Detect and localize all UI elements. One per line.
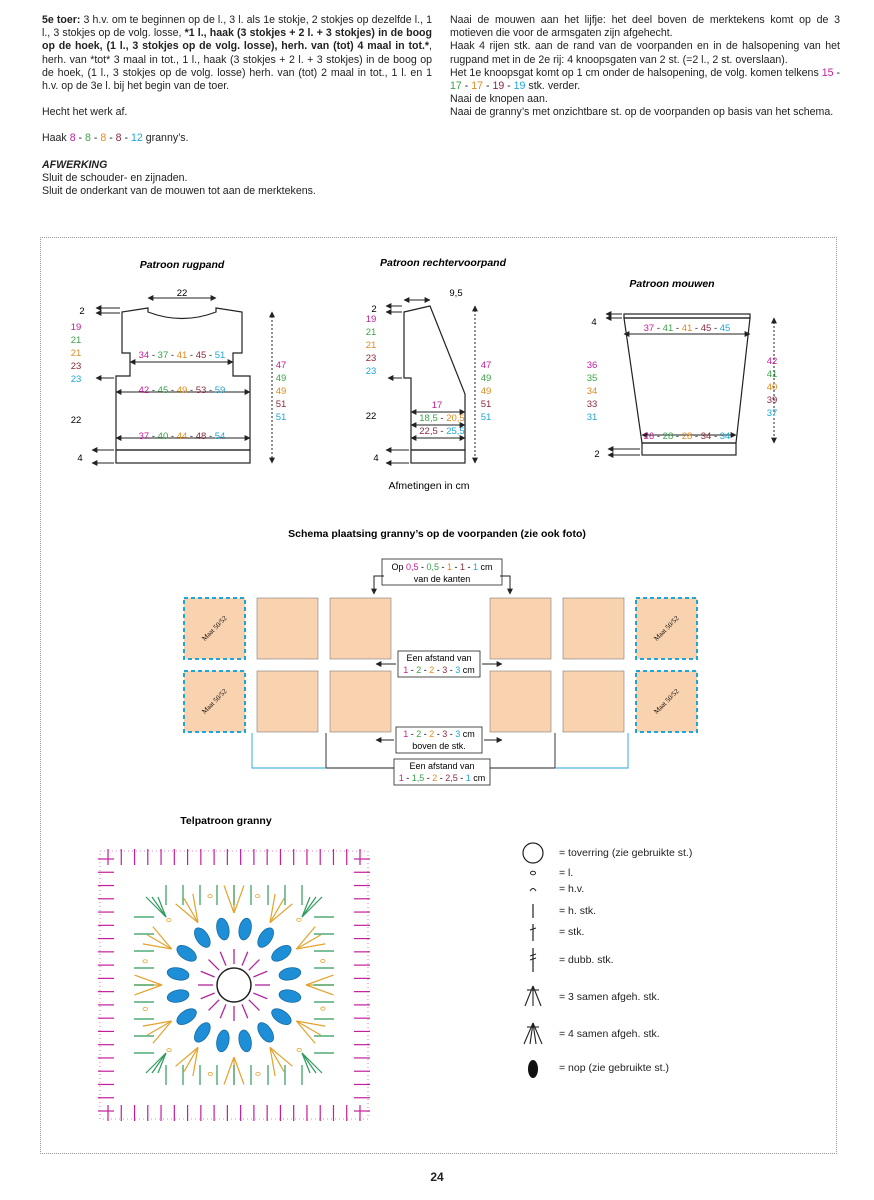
bobble [278,988,302,1004]
double-crochet-icon [530,924,536,941]
waist-sizes [139,385,226,396]
size-value: 53 [195,385,207,396]
bobble [269,1006,294,1028]
legend-item [555,1024,855,1044]
size-value: 45 [719,323,731,334]
length-sizes [276,360,287,423]
sleeve-top-sizes [644,323,731,334]
size-value: 15 [821,66,834,79]
size-value: 41 [681,323,693,334]
width-value: 18,5 [419,413,438,424]
measurements-note: Afmetingen in cm [388,480,470,492]
armhole-sizes [71,322,82,385]
grannys-paragraph: Naai de granny’s met onzichtbare st. op de voorpanden op basis van het schema. [450,106,834,119]
size-value: 21 [70,335,82,346]
chain [297,918,301,921]
bobble [166,988,190,1004]
finishing-line-2: Sluit de onderkant van de mouwen tot aan de merktekens. [42,185,316,198]
round5-text-1: 3 h.v. om te beginnen op de l., 3 l. als 1e stokje, 2 stokjes op dezelfde l., 1 l., 3 stokjes op de volg. losse, [42,14,432,40]
treble-icon [530,948,536,972]
size-label: Maat 50/52 [652,687,681,716]
size-row: 42 - 45 - 49 - 53 - 59 [138,385,226,396]
scheme-title: Schema plaatsing granny’s op de voorpanden (zie ook foto) [288,528,586,540]
legend-item [555,1058,855,1078]
chart-title: Telpatroon granny [180,815,272,827]
finishing-line-1: Sluit de schouder- en zijnaden. [42,171,188,184]
cluster3-icon [525,986,541,1006]
size-value: 51 [480,399,492,410]
cluster4-icon [524,1023,542,1044]
round5-text-2: , herh. van *tot* 3 maal in tot., 1 l., haak (3 stokjes + 2 l. + 3 stokjes) in de boog op de hoek, (1 l., 3 stokjes op de volg. losse) herh. van (tot) 2 maal in tot., 1 l. en 1 h.v. op de 3e l. bij het begin van de toer. [42,40,432,93]
stitch [302,897,322,917]
size-value: 23 [365,366,377,377]
size-value: 51 [480,412,492,423]
size-value: 49 [480,386,492,397]
size-value: 26 [643,431,655,442]
shoulder-drop-label: 2 [79,306,85,317]
sleeve-bottom-sizes [644,431,731,442]
stitch [306,975,334,985]
granny-stitch-chart [98,849,370,1121]
fasten-off-text: Hecht het werk af. [42,106,128,119]
body-height-label: 22 [365,411,377,422]
granny-square [490,671,551,732]
legend-item [555,987,855,1007]
size-value: 8 [85,132,91,145]
chain [297,1048,301,1051]
low-distance-line-1: 1 - 2 - 2 - 3 - 3 cm [403,729,475,739]
legend-label: = l. [559,867,574,879]
front-panel-schematic [366,257,507,464]
chain [321,1007,325,1010]
bobble [278,966,302,982]
sleeve-title: Patroon mouwen [629,278,715,290]
size-value: 45 [157,385,169,396]
sleeve-outline [624,318,750,443]
legend-item [555,879,855,899]
granny-square [490,598,551,659]
size-value: 37 [138,431,150,442]
buttonhole-paragraph: Het 1e knoopsgat komt op 1 cm onder de halsopening, de volg. komen telkens 15 - 17 - 17 - 19 - 19 stk. verder. [450,66,840,93]
stitch [146,1053,166,1073]
size-value: 23 [70,361,82,372]
stitch [253,993,267,999]
width-value: 20,5 [446,413,465,424]
chain [208,895,212,898]
size-value: 21 [70,348,82,359]
size-value: 37 [643,323,655,334]
size-value: 34 [700,431,712,442]
stitch [220,1004,226,1018]
size-value: 19 [70,322,82,333]
size-value: 48 [195,431,207,442]
width-row-3: 22,5 - 25,5 [419,426,465,437]
legend-label: = stk. [559,926,585,938]
back-panel-outline [116,308,250,450]
bottom-distance-line-1: Een afstand van [409,761,475,771]
chain-icon [531,871,536,875]
front-panel-rib [411,450,465,463]
sleeve-schematic [587,278,778,460]
width-row-2: 18,5 - 20,5 [419,413,465,424]
size-value: 19 [513,80,526,93]
size-value: 36 [586,360,598,371]
size-value: 51 [275,399,287,410]
size-value: 51 [214,350,226,361]
mid-distance-line-1: Een afstand van [406,653,472,663]
rib-label: 4 [373,453,379,464]
size-value: 54 [214,431,226,442]
legend-icons [523,843,543,1078]
shoulder-drop-label: 2 [371,304,377,315]
size-value: 34 [586,386,598,397]
legend-label: = nop (zie gebruikte st.) [559,1062,670,1074]
size-value: 41 [766,369,778,380]
size-value: 31 [586,412,598,423]
bobble [269,942,294,964]
size-value: 51 [275,412,287,423]
bottom-distance-line-2: 1 - 1,5 - 2 - 2,5 - 1 cm [398,773,486,783]
bobble [174,1006,199,1028]
granny-square [563,598,624,659]
size-value: 19 [492,80,505,93]
size-value: 28 [662,431,674,442]
size-value: 21 [365,340,377,351]
size-value: 37 [766,408,778,419]
size-value: 40 [157,431,169,442]
chest-sizes [139,350,226,361]
sleeve-top-rib-label: 4 [591,317,597,328]
stitch [209,960,220,971]
granny-count-prefix: Haak [42,132,70,145]
stitch [234,885,244,913]
chain [143,1007,147,1010]
legend-label: = 4 samen afgeh. stk. [559,1028,660,1040]
size-value: 37 [157,350,169,361]
chain [256,1072,260,1075]
granny-square [563,671,624,732]
stitch [201,971,215,977]
size-value: 49 [480,373,492,384]
size-value: 17 [450,80,462,93]
sleeve-cuff-label: 2 [594,449,600,460]
bobble [237,1029,253,1053]
buttons-paragraph: Naai de knopen aan. [450,93,548,106]
size-value: 34 [138,350,150,361]
chain [167,918,171,921]
stitch [146,897,166,917]
size-value: 33 [586,399,598,410]
stitch [209,1000,220,1011]
granny-square [257,598,318,659]
size-value: 19 [365,314,377,325]
size-value: 34 [719,431,731,442]
size-value: 49 [275,386,287,397]
width-value: 22,5 [419,426,438,437]
size-value: 23 [70,374,82,385]
round5-label: 5e toer: [42,14,81,26]
size-value: 41 [662,323,674,334]
size-value: 12 [131,132,143,145]
chain [143,960,147,963]
bobble [191,925,213,950]
bobble [215,917,231,941]
hem-sizes [139,431,226,442]
stitch [234,1057,244,1085]
bobble [191,1020,213,1045]
size-value: 28 [681,431,693,442]
stitch [249,1000,260,1011]
center-ring [217,968,251,1002]
neck-width-label: 22 [176,288,188,299]
bobble [237,917,253,941]
bobble [255,1020,277,1045]
size-value: 8 [100,132,107,145]
magic-ring-icon [523,843,543,863]
size-value: 39 [766,395,778,406]
size-label: Maat 50/52 [200,687,229,716]
stitch [220,952,226,966]
granny-count-text: Haak 8 - 8 - 8 - 8 - 12 granny’s. [42,132,189,145]
size-row: 37 - 41 - 41 - 45 - 45 [643,323,731,334]
chain [321,959,325,962]
size-value: 42 [766,356,778,367]
stitch [134,985,162,995]
size-row: 34 - 37 - 41 - 45 - 51 [138,350,226,361]
stitch [249,960,260,971]
back-panel-schematic [71,259,287,464]
stitch [306,985,334,995]
finishing-heading: AFWERKING [42,158,108,171]
sleeve-right-sizes [767,356,778,419]
armhole-sizes [366,314,377,377]
granny-square [330,671,391,732]
rib-label: 4 [77,453,83,464]
granny-placement-scheme [184,528,697,785]
size-label: Maat 50/52 [200,614,229,643]
size-value: 45 [700,323,712,334]
chain [208,1072,212,1075]
buttonhole-suffix: stk. verder. [525,80,581,93]
bobble-icon [528,1060,538,1078]
granny-square [257,671,318,732]
top-distance-line-2: van de kanten [413,574,471,584]
back-panel-rib [116,450,250,463]
length-sizes [481,360,492,423]
top-distance-line-1: Op 0,5 - 0,5 - 1 - 1 - 1 cm [391,562,493,572]
legend-item [555,950,855,970]
front-panel-title: Patroon rechtervoorpand [379,257,507,269]
size-value: 44 [176,431,188,442]
mid-distance-line-2: 1 - 2 - 2 - 3 - 3 cm [403,665,475,675]
size-value: 35 [586,373,598,384]
size-label: Maat 50/52 [652,614,681,643]
sleeve-left-sizes [587,360,598,423]
stitch [134,975,162,985]
buttonhole-text: Het 1e knoopsgat komt op 1 cm onder de halsopening, de volg. komen telkens [450,66,822,79]
chain [167,1049,171,1052]
size-value: 41 [176,350,188,361]
page-number: 24 [430,1170,444,1184]
legend-label: = h.v. [559,883,585,895]
round5-bold: *1 l., haak (3 stokjes + 2 l. + 3 stokjes) in de boog op de hoek, (1 l., 3 stokjes op de volg. losse), herh. van (tot) 4 maal in tot.* [42,27,432,53]
slip-stitch-icon [530,889,536,892]
size-value: 8 [115,132,122,145]
body-height-label: 22 [70,415,82,426]
legend-label: = dubb. stk. [559,954,614,966]
size-value: 42 [138,385,150,396]
legend-label: = toverring (zie gebruikte st.) [559,847,693,859]
legend-item [555,901,855,921]
sleeve-cuff [642,443,736,455]
granny-square [330,598,391,659]
width-value: 25,5 [446,426,465,437]
width-value: 17 [431,400,443,411]
size-value: 47 [275,360,287,371]
size-row: 37 - 40 - 44 - 48 - 54 [138,431,226,442]
granny-count-suffix: granny’s. [142,132,189,145]
stitch [253,971,267,977]
bobble [255,925,277,950]
bobble [166,966,190,982]
back-panel-title: Patroon rugpand [139,259,225,271]
legend-item [555,922,855,942]
size-value: 40 [766,382,778,393]
sleeves-paragraph: Naai de mouwen aan het lijfje: het deel boven de merktekens komt op de 3 motieven die voor de armsgaten zijn afgehecht. [450,14,840,40]
chain [255,894,259,897]
stitch [242,952,248,966]
size-value: 59 [214,385,226,396]
size-value: 47 [480,360,492,371]
size-value: 49 [176,385,188,396]
stitch [242,1004,248,1018]
size-value: 8 [69,132,76,145]
legend-label: = 3 samen afgeh. stk. [559,991,660,1003]
stitch [224,1057,234,1085]
stitch [302,1053,322,1073]
border-paragraph: Haak 4 rijen stk. aan de rand van de voorpanden en in de halsopening van het rugpand met in de 2e rij: 4 knoopsgaten van 2 st. (=2 l., 2 st. overslaan). [450,40,840,66]
legend-item [555,843,855,863]
size-value: 45 [195,350,207,361]
stitch [224,885,234,913]
size-value: 21 [365,327,377,338]
bobble [215,1029,231,1053]
size-value: 23 [365,353,377,364]
size-value: 17 [471,80,484,93]
bobble [174,942,199,964]
legend-label: = h. stk. [559,905,597,917]
low-distance-line-2: boven de stk. [412,741,466,751]
size-row: 26 - 28 - 28 - 34 - 34 [643,431,731,442]
size-value: 49 [275,373,287,384]
stitch [201,993,215,999]
shoulder-width-label: 9,5 [449,288,463,299]
